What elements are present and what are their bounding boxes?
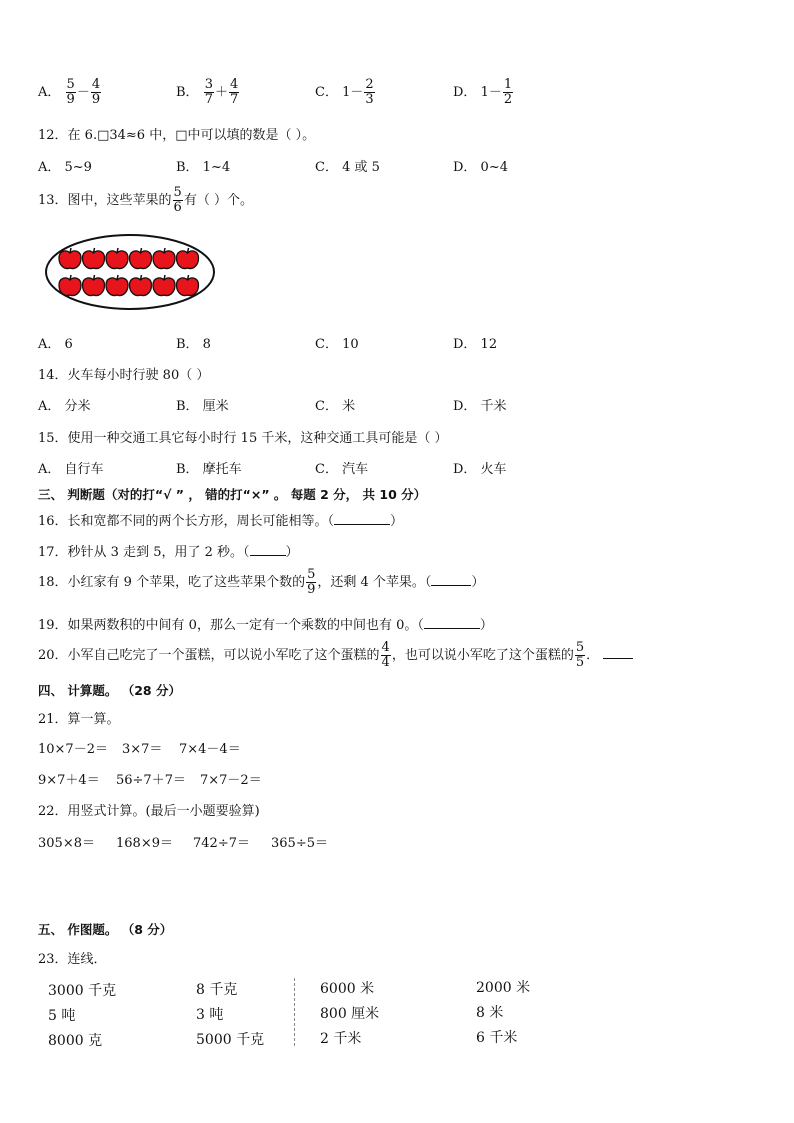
match-item[interactable]: 2000 米 xyxy=(476,980,531,996)
fraction: $\frac{5}{5}$ xyxy=(575,640,585,670)
q21-text: 21．算一算。 xyxy=(38,712,120,727)
calc-item: 742÷7＝ xyxy=(193,836,250,851)
match-item[interactable]: 5000 千克 xyxy=(196,1032,265,1048)
calc-item: 305×8＝ xyxy=(38,836,95,851)
apple-icon xyxy=(153,248,175,269)
apple-icon xyxy=(83,248,105,269)
apple-icon xyxy=(59,248,81,269)
fraction: $\frac{5}{9}$ xyxy=(307,567,316,597)
answer-blank[interactable] xyxy=(431,573,471,586)
q13-option-b[interactable]: B． 8 xyxy=(176,337,211,352)
apple-icon xyxy=(177,248,199,269)
calc-item: 56÷7＋7＝ xyxy=(116,773,186,788)
q18-text: 18．小红家有 9 个苹果，吃了这些苹果个数的 $\frac{5}{9}$ ，还剩 4 个苹果。（ ） xyxy=(38,567,485,597)
answer-blank[interactable] xyxy=(603,646,633,659)
q16-text: 16．长和宽都不同的两个长方形，周长可能相等。（ ） xyxy=(38,514,404,529)
q13-option-a[interactable]: A． 6 xyxy=(38,337,73,352)
q12-option-a[interactable]: A． 5~9 xyxy=(38,160,92,175)
q17-text: 17．秒针从 3 走到 5，用了 2 秒。（ ） xyxy=(38,545,299,560)
q15-option-c[interactable]: C． 汽车 xyxy=(315,462,369,477)
fraction: $\frac{5}{6}$ xyxy=(173,185,182,215)
section-4-heading: 四、 计算题。 （28 分） xyxy=(38,683,181,698)
q11-option-d[interactable]: D． 1－ $\frac{1}{2}$ xyxy=(453,77,513,107)
apple-icon xyxy=(153,275,175,296)
match-item[interactable]: 2 千米 xyxy=(320,1031,362,1047)
q12-text: 12．在 6.□34≈6 中，□中可以填的数是（ ）。 xyxy=(38,128,316,143)
section-3-heading: 三、 判断题（对的打“√ ” ， 错的打“×” 。 每题 2 分， 共 10 分） xyxy=(38,487,427,502)
match-item[interactable]: 6000 米 xyxy=(320,981,375,997)
q12-option-b[interactable]: B． 1~4 xyxy=(176,160,231,175)
fraction: $\frac{2}{3}$ xyxy=(365,77,374,107)
q11-option-a[interactable]: A． $\frac{5}{9}$ － $\frac{4}{9}$ xyxy=(38,77,101,107)
answer-blank[interactable] xyxy=(424,616,480,629)
q12-option-c[interactable]: C． 4 或 5 xyxy=(315,160,380,175)
fraction: $\frac{1}{2}$ xyxy=(503,77,513,107)
match-item[interactable]: 8 米 xyxy=(476,1005,504,1021)
q20-text: 20．小军自己吃完了一个蛋糕，可以说小军吃了这个蛋糕的 $\frac{4}{4}$ ，也可以说小军吃了这个蛋糕的 $\frac{5}{5}$ ． xyxy=(38,641,633,670)
q22-text: 22．用竖式计算。(最后一小题要验算) xyxy=(38,804,260,819)
section-5-heading: 五、 作图题。 （8 分） xyxy=(38,922,173,937)
apple-figure xyxy=(42,232,222,316)
q23-text: 23．连线． xyxy=(38,952,107,967)
q14-option-d[interactable]: D． 千米 xyxy=(453,399,507,414)
fraction: $\frac{3}{7}$ xyxy=(204,77,213,107)
fraction: $\frac{4}{4}$ xyxy=(381,640,390,670)
match-item[interactable]: 800 厘米 xyxy=(320,1006,380,1022)
q11-option-b[interactable]: B． $\frac{3}{7}$ ＋ $\frac{4}{7}$ xyxy=(176,77,239,107)
q15-text: 15．使用一种交通工具它每小时行 15 千米，这种交通工具可能是（ ） xyxy=(38,431,448,446)
calc-item: 9×7＋4＝ xyxy=(38,773,100,788)
match-item[interactable]: 8 千克 xyxy=(196,982,238,998)
q15-option-a[interactable]: A． 自行车 xyxy=(38,462,104,477)
q14-option-b[interactable]: B． 厘米 xyxy=(176,399,229,414)
q14-option-a[interactable]: A． 分米 xyxy=(38,399,91,414)
q13-text: 13．图中，这些苹果的 $\frac{5}{6}$ 有（ ）个。 xyxy=(38,185,253,215)
calc-item: 168×9＝ xyxy=(116,836,173,851)
answer-blank[interactable] xyxy=(250,543,286,556)
match-item[interactable]: 3000 千克 xyxy=(48,983,117,999)
q19-text: 19．如果两数积的中间有 0，那么一定有一个乘数的中间也有 0。（ ） xyxy=(38,618,493,633)
q13-option-d[interactable]: D． 12 xyxy=(453,337,498,352)
match-item[interactable]: 8000 克 xyxy=(48,1033,103,1049)
q11-option-c[interactable]: C． 1－ $\frac{2}{3}$ xyxy=(315,77,374,107)
match-item[interactable]: 6 千米 xyxy=(476,1030,518,1046)
q14-text: 14．火车每小时行驶 80（ ） xyxy=(38,368,210,383)
calc-item: 7×4－4＝ xyxy=(179,742,241,757)
apple-icon xyxy=(106,275,128,296)
apple-icon xyxy=(106,248,128,269)
apple-icon xyxy=(130,248,152,269)
fraction: $\frac{4}{7}$ xyxy=(230,77,239,107)
q14-option-c[interactable]: C． 米 xyxy=(315,399,356,414)
apple-icon xyxy=(83,275,105,296)
q12-option-d[interactable]: D． 0~4 xyxy=(453,160,508,175)
q15-option-b[interactable]: B． 摩托车 xyxy=(176,462,242,477)
apple-icon xyxy=(177,275,199,296)
apple-icon xyxy=(130,275,152,296)
oval-outline xyxy=(46,235,214,309)
calc-item: 7×7－2＝ xyxy=(200,773,262,788)
fraction: $\frac{5}{9}$ xyxy=(66,77,75,107)
match-item[interactable]: 3 吨 xyxy=(196,1007,224,1023)
divider xyxy=(294,978,295,1046)
apple-icon xyxy=(59,275,81,296)
q13-option-c[interactable]: C． 10 xyxy=(315,337,359,352)
fraction: $\frac{4}{9}$ xyxy=(91,77,101,107)
q15-option-d[interactable]: D． 火车 xyxy=(453,462,507,477)
answer-blank[interactable] xyxy=(334,512,390,525)
calc-item: 365÷5＝ xyxy=(271,836,328,851)
calc-item: 3×7＝ xyxy=(122,742,163,757)
calc-item: 10×7－2＝ xyxy=(38,742,108,757)
match-item[interactable]: 5 吨 xyxy=(48,1008,76,1024)
